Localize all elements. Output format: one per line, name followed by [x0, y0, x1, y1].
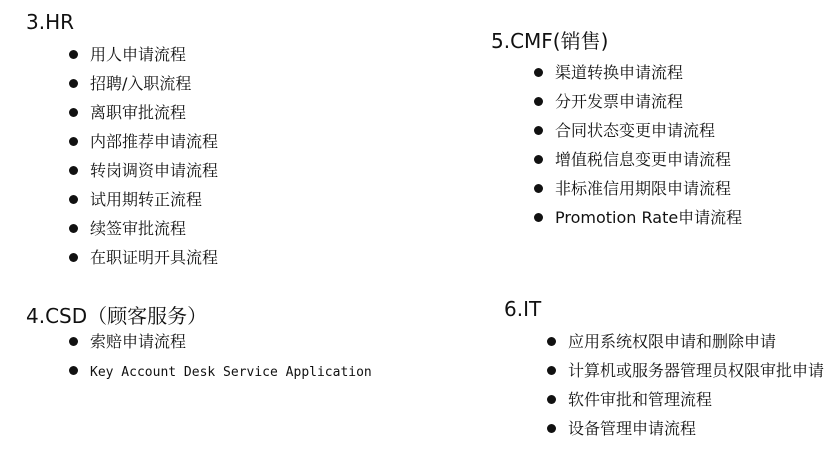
- section-title-it: 6.IT: [504, 297, 542, 321]
- list-item[interactable]: Promotion Rate申请流程: [534, 203, 742, 232]
- bullet-icon: [69, 195, 78, 204]
- bullet-icon: [534, 68, 543, 77]
- bullet-icon: [69, 108, 78, 117]
- bullet-icon: [547, 337, 556, 346]
- bullet-icon: [69, 366, 78, 375]
- section-title-csd: 4.CSD（顾客服务）: [26, 304, 208, 328]
- bullet-icon: [547, 366, 556, 375]
- section-title-hr: 3.HR: [26, 10, 75, 34]
- list-item[interactable]: 分开发票申请流程: [534, 87, 742, 116]
- section-title-cmf: 5.CMF(销售): [491, 29, 609, 53]
- list-item[interactable]: 合同状态变更申请流程: [534, 116, 742, 145]
- list-item[interactable]: Key Account Desk Service Application: [69, 356, 372, 385]
- list-item[interactable]: 应用系统权限申请和删除申请: [547, 327, 824, 356]
- section-cmf: [491, 28, 743, 227]
- list-hr: [69, 40, 218, 272]
- bullet-icon: [547, 424, 556, 433]
- list-item[interactable]: 非标准信用期限申请流程: [534, 174, 742, 203]
- bullet-icon: [69, 137, 78, 146]
- bullet-icon: [69, 166, 78, 175]
- list-item[interactable]: 在职证明开具流程: [69, 243, 218, 272]
- list-cmf: [534, 58, 742, 232]
- list-item[interactable]: 试用期转正流程: [69, 185, 218, 214]
- section-it: [504, 296, 825, 438]
- bullet-icon: [534, 97, 543, 106]
- list-item[interactable]: 渠道转换申请流程: [534, 58, 742, 87]
- list-it: [547, 327, 824, 443]
- section-csd: [26, 303, 372, 380]
- list-csd: [69, 327, 372, 385]
- bullet-icon: [69, 224, 78, 233]
- bullet-icon: [69, 50, 78, 59]
- list-item[interactable]: 索赔申请流程: [69, 327, 372, 356]
- bullet-icon: [534, 126, 543, 135]
- bullet-icon: [534, 184, 543, 193]
- list-item[interactable]: 续签审批流程: [69, 214, 218, 243]
- bullet-icon: [69, 79, 78, 88]
- list-item[interactable]: 增值税信息变更申请流程: [534, 145, 742, 174]
- bullet-icon: [69, 253, 78, 262]
- bullet-icon: [69, 337, 78, 346]
- bullet-icon: [534, 213, 543, 222]
- list-item[interactable]: 用人申请流程: [69, 40, 218, 69]
- bullet-icon: [534, 155, 543, 164]
- bullet-icon: [547, 395, 556, 404]
- list-item[interactable]: 内部推荐申请流程: [69, 127, 218, 156]
- list-item[interactable]: 软件审批和管理流程: [547, 385, 824, 414]
- section-hr: [26, 9, 219, 267]
- list-item[interactable]: 转岗调资申请流程: [69, 156, 218, 185]
- list-item[interactable]: 离职审批流程: [69, 98, 218, 127]
- list-item[interactable]: 设备管理申请流程: [547, 414, 824, 443]
- list-item[interactable]: 招聘/入职流程: [69, 69, 218, 98]
- list-item[interactable]: 计算机或服务器管理员权限审批申请: [547, 356, 824, 385]
